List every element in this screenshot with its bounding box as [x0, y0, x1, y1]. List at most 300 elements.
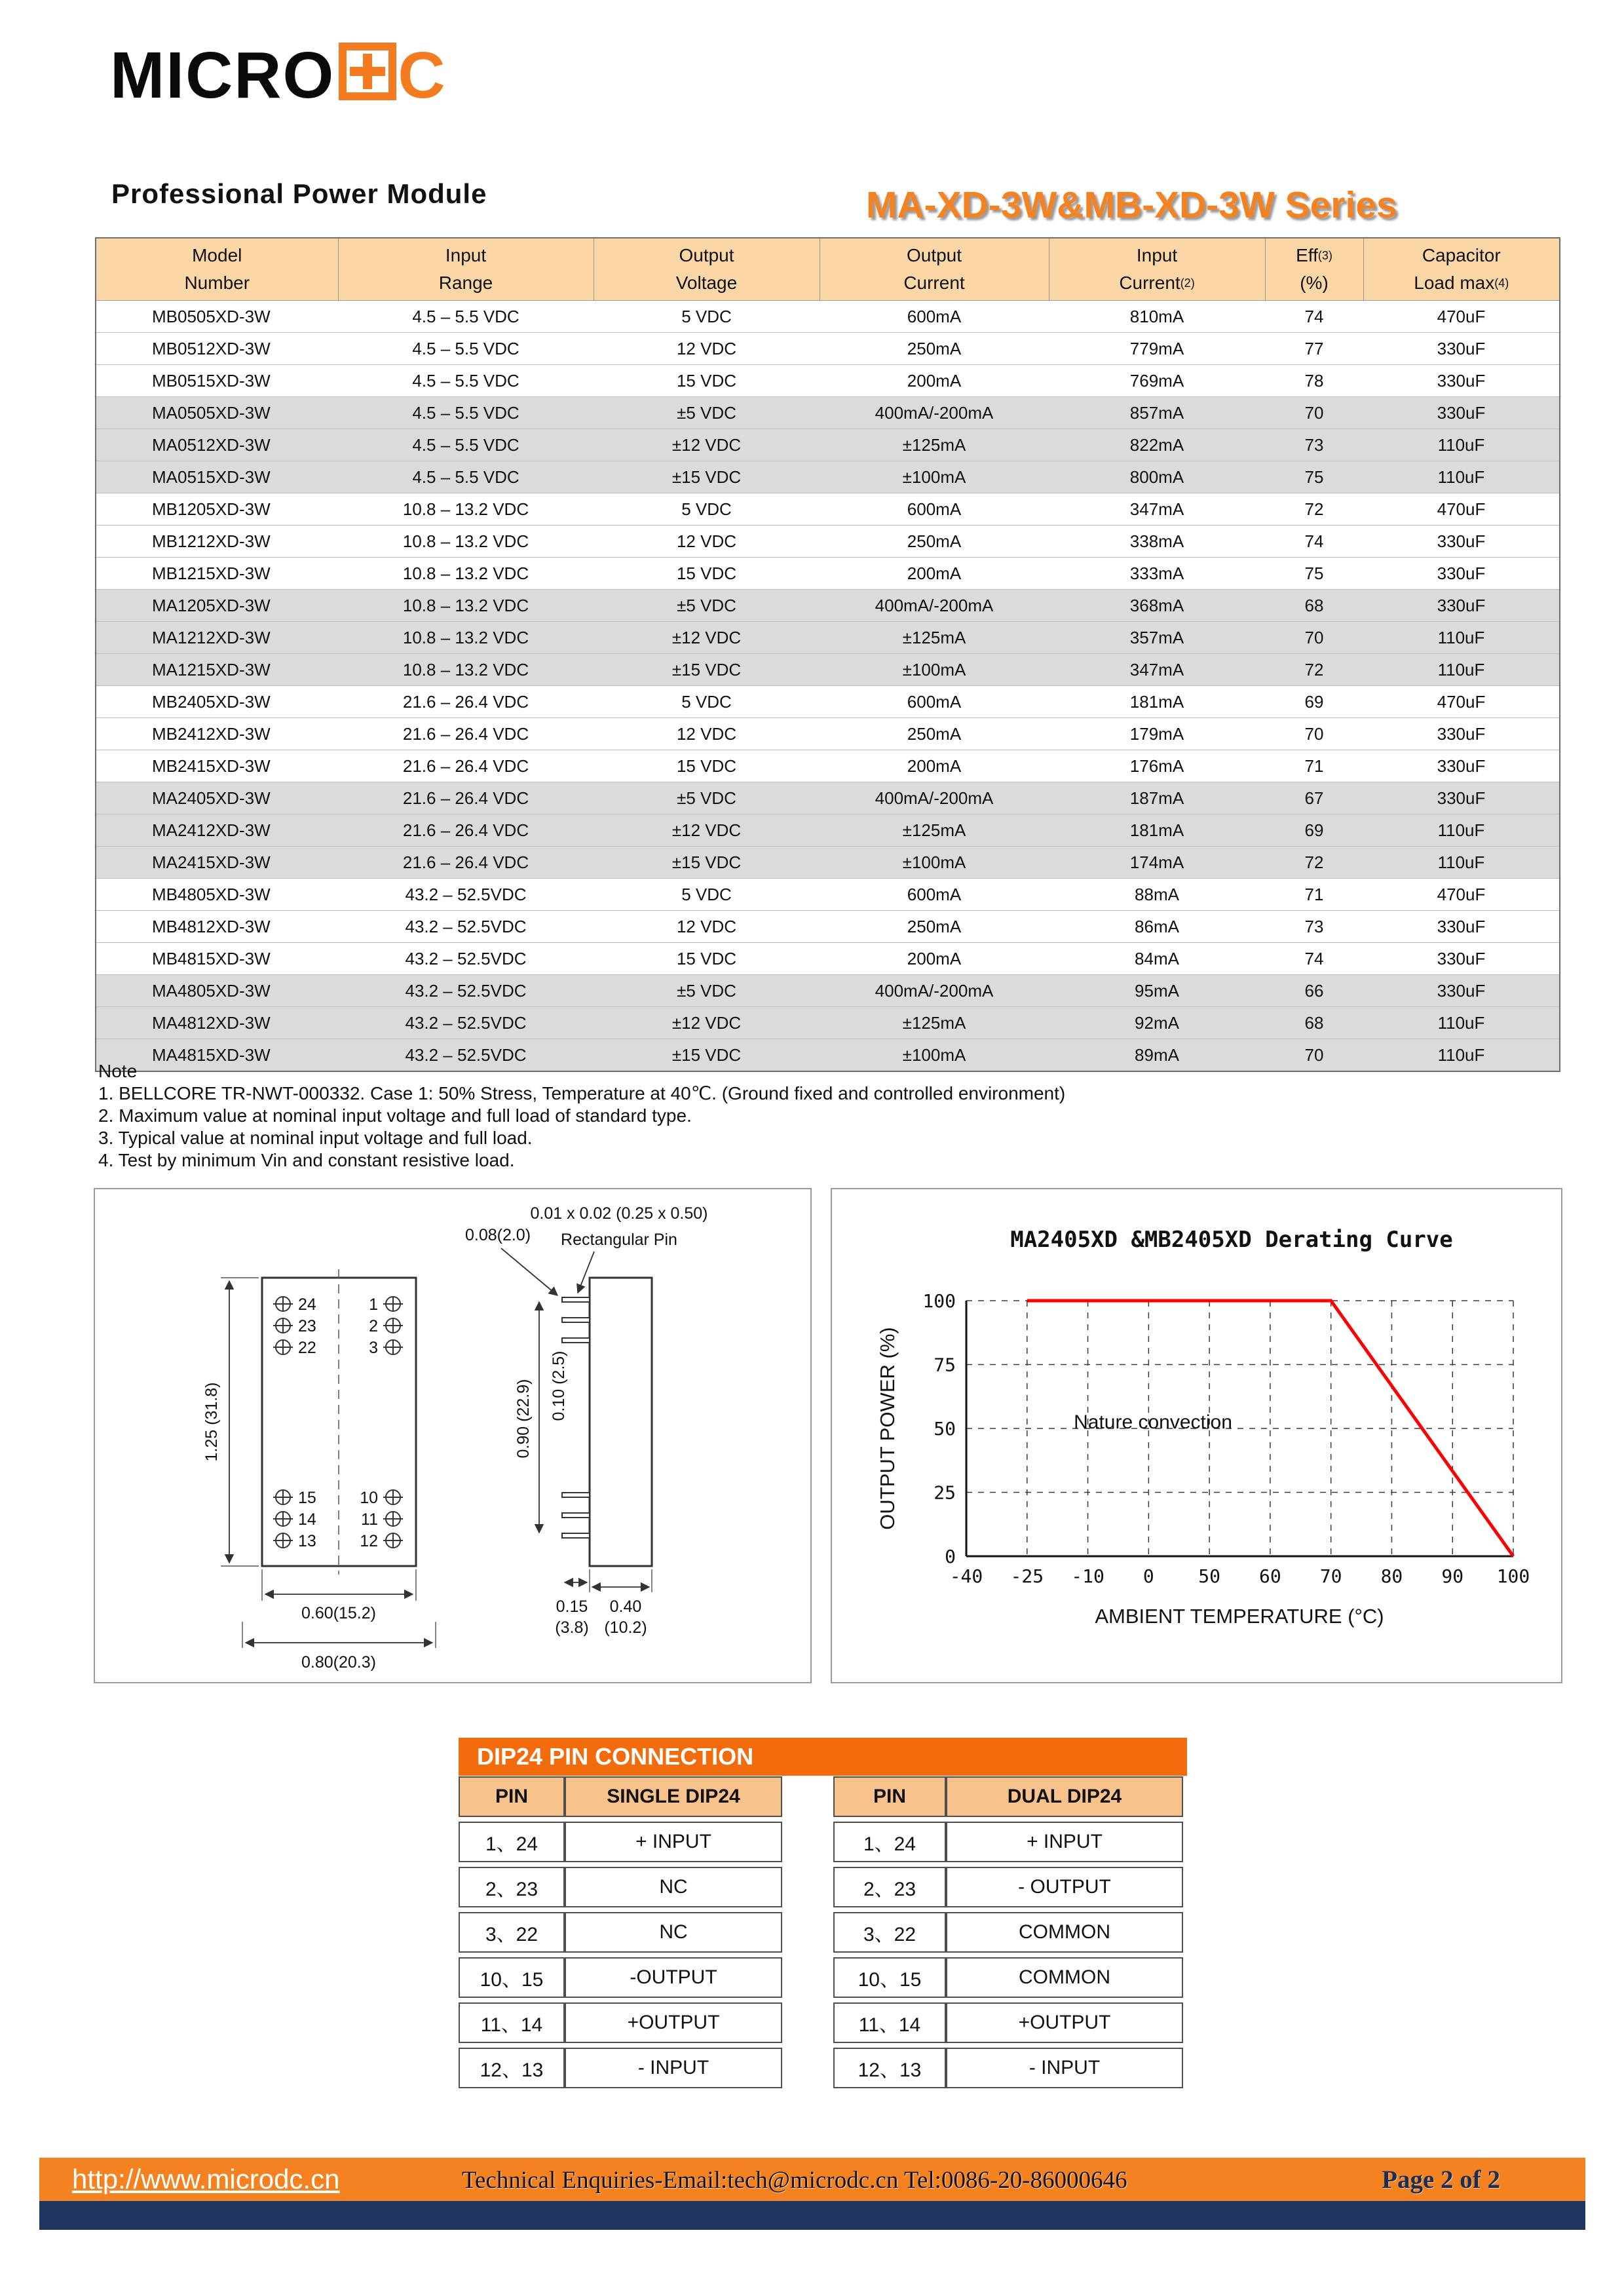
table-cell: ±125mA — [820, 429, 1049, 461]
pin-function: COMMON — [946, 1957, 1183, 1998]
pin-header-row — [833, 1776, 1183, 1817]
table-cell: MA2415XD-3W — [96, 847, 338, 879]
y-tick-labels — [922, 1290, 956, 1567]
table-cell: ±125mA — [820, 814, 1049, 847]
table-cell: 74 — [1265, 526, 1363, 558]
table-cell: 71 — [1265, 879, 1363, 911]
website-link[interactable]: http://www.microdc.cn — [72, 2164, 340, 2194]
table-cell: 77 — [1265, 333, 1363, 365]
table-cell: 74 — [1265, 301, 1363, 333]
pin-row — [459, 1867, 782, 1907]
table-row — [96, 975, 1560, 1007]
column-header-output-voltage: Output Voltage — [594, 238, 820, 301]
pin-function: -OUTPUT — [565, 1957, 782, 1998]
dim-label-side-height: 0.90 (22.9) — [514, 1379, 533, 1459]
table-cell: 89mA — [1049, 1039, 1265, 1072]
column-header-input-range: Input Range — [338, 238, 594, 301]
table-cell: ±12 VDC — [594, 429, 820, 461]
table-cell: 86mA — [1049, 911, 1265, 943]
table-cell: 5 VDC — [594, 301, 820, 333]
pin-number: 12 — [360, 1532, 378, 1550]
table-cell: 72 — [1265, 654, 1363, 686]
pin-numbers: 1、24 — [833, 1822, 946, 1862]
pin-numbers: 11、14 — [459, 2002, 565, 2043]
table-cell: 71 — [1265, 750, 1363, 782]
note-item: 3. Typical value at nominal input voltage and full load. — [98, 1128, 533, 1148]
table-cell: 250mA — [820, 911, 1049, 943]
column-header-model: Model Number — [96, 238, 338, 301]
pin-row — [459, 1912, 782, 1953]
logo-plus-icon — [339, 43, 396, 100]
table-cell: 400mA/-200mA — [820, 397, 1049, 429]
dim-label-width-inner: 0.60(15.2) — [301, 1604, 376, 1622]
table-cell: 470uF — [1363, 686, 1560, 718]
spec-table-body — [96, 301, 1560, 1072]
table-cell: MB0512XD-3W — [96, 333, 338, 365]
y-tick-label: 100 — [922, 1290, 956, 1312]
table-cell: 110uF — [1363, 622, 1560, 654]
table-cell: 330uF — [1363, 365, 1560, 397]
table-cell: 330uF — [1363, 558, 1560, 590]
table-cell: 330uF — [1363, 911, 1560, 943]
table-cell: MA0515XD-3W — [96, 461, 338, 493]
table-row — [96, 301, 1560, 333]
table-cell: 43.2 – 52.5VDC — [338, 1039, 594, 1072]
table-cell: MA1215XD-3W — [96, 654, 338, 686]
spec-table — [95, 237, 1560, 1072]
table-cell: ±15 VDC — [594, 847, 820, 879]
pin-numbers: 3、22 — [459, 1912, 565, 1953]
table-cell: 75 — [1265, 558, 1363, 590]
table-cell: 200mA — [820, 750, 1049, 782]
pin-number: 14 — [298, 1510, 316, 1529]
pin-number: 13 — [298, 1532, 316, 1550]
dimension-width-outer — [242, 1622, 436, 1672]
notes-title: Note — [98, 1061, 138, 1081]
table-cell: 250mA — [820, 718, 1049, 750]
contact-info: Technical Enquiries-Email:tech@microdc.cn Tel:0086-20-86000646 — [462, 2167, 1127, 2194]
table-cell: 250mA — [820, 333, 1049, 365]
table-cell: 330uF — [1363, 333, 1560, 365]
table-row — [96, 943, 1560, 975]
table-cell: 400mA/-200mA — [820, 590, 1049, 622]
table-cell: 347mA — [1049, 493, 1265, 526]
table-cell: 822mA — [1049, 429, 1265, 461]
table-row — [96, 622, 1560, 654]
table-cell: 15 VDC — [594, 750, 820, 782]
table-cell: 200mA — [820, 943, 1049, 975]
derating-chart — [832, 1189, 1561, 1682]
table-cell: 4.5 – 5.5 VDC — [338, 397, 594, 429]
x-tick-label: -25 — [1010, 1565, 1044, 1587]
table-cell: 92mA — [1049, 1007, 1265, 1039]
column-header-eff: Eff (3) (%) — [1265, 238, 1363, 301]
table-cell: 181mA — [1049, 814, 1265, 847]
table-cell: 470uF — [1363, 301, 1560, 333]
dim-label-pin-size: 0.01 x 0.02 (0.25 x 0.50) — [530, 1204, 708, 1223]
table-cell: ±125mA — [820, 1007, 1049, 1039]
pin-function: - INPUT — [565, 2048, 782, 2088]
table-cell: 12 VDC — [594, 526, 820, 558]
table-cell: 333mA — [1049, 558, 1265, 590]
table-cell: 4.5 – 5.5 VDC — [338, 301, 594, 333]
table-row — [96, 782, 1560, 814]
table-cell: MA1205XD-3W — [96, 590, 338, 622]
table-cell: ±125mA — [820, 622, 1049, 654]
table-row — [96, 847, 1560, 879]
table-cell: 72 — [1265, 493, 1363, 526]
table-cell: 4.5 – 5.5 VDC — [338, 429, 594, 461]
table-cell: 78 — [1265, 365, 1363, 397]
column-header-input-current: Input Current (2) — [1049, 238, 1265, 301]
table-cell: 10.8 – 13.2 VDC — [338, 622, 594, 654]
notes-section — [98, 1060, 1065, 1172]
table-cell: MB4815XD-3W — [96, 943, 338, 975]
table-cell: MB0515XD-3W — [96, 365, 338, 397]
table-cell: 181mA — [1049, 686, 1265, 718]
table-cell: 330uF — [1363, 526, 1560, 558]
table-cell: 69 — [1265, 814, 1363, 847]
table-cell: 21.6 – 26.4 VDC — [338, 686, 594, 718]
table-cell: MB2415XD-3W — [96, 750, 338, 782]
y-tick-label: 0 — [945, 1546, 956, 1567]
table-cell: 21.6 – 26.4 VDC — [338, 750, 594, 782]
pin-function: COMMON — [946, 1912, 1183, 1953]
table-cell: 69 — [1265, 686, 1363, 718]
pin-row — [833, 2048, 1183, 2088]
pin-function: NC — [565, 1867, 782, 1907]
pin-row — [833, 1912, 1183, 1953]
pin-row — [459, 1957, 782, 1998]
table-cell: 12 VDC — [594, 333, 820, 365]
table-cell: 400mA/-200mA — [820, 782, 1049, 814]
table-cell: 200mA — [820, 558, 1049, 590]
logo-text-c: C — [398, 39, 447, 112]
table-cell: 15 VDC — [594, 558, 820, 590]
pin-number: 24 — [298, 1295, 316, 1314]
table-cell: MB4805XD-3W — [96, 879, 338, 911]
table-cell: 10.8 – 13.2 VDC — [338, 654, 594, 686]
table-cell: 330uF — [1363, 590, 1560, 622]
table-cell: 5 VDC — [594, 879, 820, 911]
pin-numbers: 3、22 — [833, 1912, 946, 1953]
pin-numbers: 12、13 — [459, 2048, 565, 2088]
table-cell: 73 — [1265, 429, 1363, 461]
table-row — [96, 429, 1560, 461]
table-cell: 68 — [1265, 1007, 1363, 1039]
table-cell: ±100mA — [820, 847, 1049, 879]
table-cell: 600mA — [820, 301, 1049, 333]
table-row — [96, 1007, 1560, 1039]
table-cell: MB1215XD-3W — [96, 558, 338, 590]
table-cell: 330uF — [1363, 782, 1560, 814]
pin-function: + INPUT — [946, 1822, 1183, 1862]
table-row — [96, 493, 1560, 526]
dual-dip24-header: DUAL DIP24 — [946, 1776, 1183, 1817]
pin-number: 23 — [298, 1317, 316, 1335]
table-cell: MB2405XD-3W — [96, 686, 338, 718]
pin-function: - INPUT — [946, 2048, 1183, 2088]
x-tick-label: 50 — [1198, 1565, 1220, 1587]
table-row — [96, 911, 1560, 943]
table-cell: ±15 VDC — [594, 461, 820, 493]
x-tick-label: 60 — [1259, 1565, 1281, 1587]
dim-label-depth-2: (10.2) — [604, 1618, 647, 1637]
table-row — [96, 333, 1560, 365]
y-axis-label: OUTPUT POWER (%) — [876, 1327, 899, 1530]
table-cell: 68 — [1265, 590, 1363, 622]
front-view — [262, 1269, 416, 1575]
table-cell: MA2405XD-3W — [96, 782, 338, 814]
table-cell: 810mA — [1049, 301, 1265, 333]
table-cell: MA1212XD-3W — [96, 622, 338, 654]
table-cell: 21.6 – 26.4 VDC — [338, 847, 594, 879]
footer-accent-bar — [39, 2201, 1585, 2230]
pin-number: 15 — [298, 1489, 316, 1507]
table-cell: 110uF — [1363, 461, 1560, 493]
dual-dip24-table — [833, 1772, 1183, 2093]
dimension-height — [202, 1278, 259, 1566]
pin-row — [459, 1822, 782, 1862]
table-cell: 330uF — [1363, 975, 1560, 1007]
table-row — [96, 461, 1560, 493]
table-row — [96, 558, 1560, 590]
table-cell: 250mA — [820, 526, 1049, 558]
table-cell: MA4805XD-3W — [96, 975, 338, 1007]
derating-chart-box — [831, 1188, 1562, 1683]
table-cell: ±5 VDC — [594, 590, 820, 622]
table-cell: 12 VDC — [594, 911, 820, 943]
table-cell: 10.8 – 13.2 VDC — [338, 526, 594, 558]
y-tick-label: 25 — [934, 1482, 956, 1504]
pin-row — [833, 2002, 1183, 2043]
table-cell: 67 — [1265, 782, 1363, 814]
chart-annotation: Nature convection — [1074, 1411, 1232, 1433]
table-cell: 110uF — [1363, 1007, 1560, 1039]
table-cell: 110uF — [1363, 847, 1560, 879]
pin-function: +OUTPUT — [946, 2002, 1183, 2043]
table-cell: 470uF — [1363, 879, 1560, 911]
pin-function: + INPUT — [565, 1822, 782, 1862]
table-cell: 75 — [1265, 461, 1363, 493]
table-cell: ±100mA — [820, 1039, 1049, 1072]
table-cell: 330uF — [1363, 718, 1560, 750]
dimension-width-inner — [262, 1569, 416, 1622]
table-cell: 200mA — [820, 365, 1049, 397]
table-cell: 5 VDC — [594, 493, 820, 526]
pin-number: 22 — [298, 1339, 316, 1357]
column-header-output-current: Output Current — [820, 238, 1049, 301]
table-cell: 70 — [1265, 397, 1363, 429]
x-axis-label: AMBIENT TEMPERATURE (°C) — [1095, 1605, 1384, 1628]
table-cell: 70 — [1265, 1039, 1363, 1072]
table-cell: 769mA — [1049, 365, 1265, 397]
table-cell: 73 — [1265, 911, 1363, 943]
mechanical-drawing — [95, 1189, 810, 1682]
table-row — [96, 365, 1560, 397]
pin-connection-title: DIP24 PIN CONNECTION — [459, 1738, 1187, 1776]
column-header-capacitor: Capacitor Load max (4) — [1363, 238, 1560, 301]
note-item: 1. BELLCORE TR-NWT-000332. Case 1: 50% Stress, Temperature at 40℃. (Ground fixed and controlled environment) — [98, 1083, 1066, 1103]
table-cell: 176mA — [1049, 750, 1265, 782]
table-cell: 110uF — [1363, 1039, 1560, 1072]
table-cell: 88mA — [1049, 879, 1265, 911]
table-cell: ±15 VDC — [594, 654, 820, 686]
table-cell: 187mA — [1049, 782, 1265, 814]
table-cell: 4.5 – 5.5 VDC — [338, 461, 594, 493]
table-cell: 10.8 – 13.2 VDC — [338, 590, 594, 622]
table-cell: 43.2 – 52.5VDC — [338, 879, 594, 911]
x-tick-label: 100 — [1496, 1565, 1530, 1587]
table-cell: 600mA — [820, 686, 1049, 718]
pin-number: 1 — [369, 1295, 378, 1314]
table-cell: MB0505XD-3W — [96, 301, 338, 333]
table-cell: ±5 VDC — [594, 397, 820, 429]
table-cell: 330uF — [1363, 943, 1560, 975]
table-cell: 4.5 – 5.5 VDC — [338, 365, 594, 397]
dim-label-side-offset: 0.10 (2.5) — [550, 1350, 568, 1421]
dim-label-width-outer: 0.80(20.3) — [301, 1653, 376, 1672]
table-row — [96, 814, 1560, 847]
table-cell: ±5 VDC — [594, 975, 820, 1007]
table-cell: 470uF — [1363, 493, 1560, 526]
page-number: Page 2 of 2 — [1382, 2166, 1500, 2194]
pin-numbers: 12、13 — [833, 2048, 946, 2088]
table-cell: ±15 VDC — [594, 1039, 820, 1072]
table-cell: 800mA — [1049, 461, 1265, 493]
table-cell: MA0512XD-3W — [96, 429, 338, 461]
table-cell: 600mA — [820, 879, 1049, 911]
table-cell: 400mA/-200mA — [820, 975, 1049, 1007]
table-cell: 43.2 – 52.5VDC — [338, 975, 594, 1007]
chart-title: MA2405XD &MB2405XD Derating Curve — [1010, 1227, 1453, 1253]
mechanical-drawing-box — [94, 1188, 812, 1683]
spec-table-header-row — [96, 238, 1560, 301]
pin-numbers: 1、24 — [459, 1822, 565, 1862]
pin-function: - OUTPUT — [946, 1867, 1183, 1907]
logo — [110, 38, 447, 113]
table-cell: 21.6 – 26.4 VDC — [338, 782, 594, 814]
table-cell: ±12 VDC — [594, 622, 820, 654]
pin-function: +OUTPUT — [565, 2002, 782, 2043]
dim-label-height: 1.25 (31.8) — [202, 1382, 221, 1462]
pin-row — [833, 1957, 1183, 1998]
table-cell: ±12 VDC — [594, 1007, 820, 1039]
table-cell: MA2412XD-3W — [96, 814, 338, 847]
logo-text-micro: MICRO — [110, 39, 335, 112]
table-cell: ±100mA — [820, 461, 1049, 493]
table-cell: 66 — [1265, 975, 1363, 1007]
table-cell: MB4812XD-3W — [96, 911, 338, 943]
table-cell: 110uF — [1363, 429, 1560, 461]
table-cell: 15 VDC — [594, 365, 820, 397]
table-cell: 70 — [1265, 622, 1363, 654]
x-tick-label: 80 — [1380, 1565, 1403, 1587]
table-cell: 338mA — [1049, 526, 1265, 558]
table-row — [96, 879, 1560, 911]
table-cell: 15 VDC — [594, 943, 820, 975]
x-tick-label: -10 — [1071, 1565, 1105, 1587]
table-cell: 110uF — [1363, 814, 1560, 847]
table-cell: 21.6 – 26.4 VDC — [338, 718, 594, 750]
pin-row — [459, 2048, 782, 2088]
x-tick-label: -40 — [949, 1565, 983, 1587]
table-cell: 110uF — [1363, 654, 1560, 686]
table-cell: 72 — [1265, 847, 1363, 879]
table-cell: 5 VDC — [594, 686, 820, 718]
table-cell: ±100mA — [820, 654, 1049, 686]
pin-row — [459, 2002, 782, 2043]
table-cell: 779mA — [1049, 333, 1265, 365]
table-cell: ±5 VDC — [594, 782, 820, 814]
table-cell: ±12 VDC — [594, 814, 820, 847]
table-row — [96, 750, 1560, 782]
single-dip24-header: SINGLE DIP24 — [565, 1776, 782, 1817]
pin-row — [833, 1822, 1183, 1862]
x-tick-label: 70 — [1319, 1565, 1342, 1587]
logo-tagline: Professional Power Module — [111, 178, 487, 209]
pin-column-header: PIN — [833, 1776, 946, 1817]
table-cell: 857mA — [1049, 397, 1265, 429]
x-tick-label: 90 — [1441, 1565, 1464, 1587]
table-row — [96, 397, 1560, 429]
table-cell: 43.2 – 52.5VDC — [338, 943, 594, 975]
table-cell: MA0505XD-3W — [96, 397, 338, 429]
table-cell: 10.8 – 13.2 VDC — [338, 558, 594, 590]
table-cell: MA4815XD-3W — [96, 1039, 338, 1072]
table-cell: 84mA — [1049, 943, 1265, 975]
table-cell: 347mA — [1049, 654, 1265, 686]
table-cell: 4.5 – 5.5 VDC — [338, 333, 594, 365]
table-cell: 21.6 – 26.4 VDC — [338, 814, 594, 847]
series-title: MA-XD-3W&MB-XD-3W Series — [866, 184, 1397, 226]
pin-numbers: 11、14 — [833, 2002, 946, 2043]
pin-number: 10 — [360, 1489, 378, 1507]
table-cell: 357mA — [1049, 622, 1265, 654]
pin-column-header: PIN — [459, 1776, 565, 1817]
dual-dip24-body — [833, 1822, 1183, 2088]
side-view — [465, 1204, 708, 1637]
table-row — [96, 526, 1560, 558]
x-tick-labels — [950, 1565, 1530, 1587]
y-tick-label: 75 — [934, 1354, 956, 1376]
table-cell: MB2412XD-3W — [96, 718, 338, 750]
table-cell: MA4812XD-3W — [96, 1007, 338, 1039]
pin-numbers: 10、15 — [833, 1957, 946, 1998]
table-cell: 95mA — [1049, 975, 1265, 1007]
single-dip24-body — [459, 1822, 782, 2088]
table-cell: 174mA — [1049, 847, 1265, 879]
footer-bar — [39, 2158, 1585, 2201]
table-cell: 10.8 – 13.2 VDC — [338, 493, 594, 526]
pin-numbers: 10、15 — [459, 1957, 565, 1998]
table-cell: 12 VDC — [594, 718, 820, 750]
table-cell: 330uF — [1363, 750, 1560, 782]
grid-lines — [966, 1301, 1513, 1556]
table-cell: 179mA — [1049, 718, 1265, 750]
table-cell: 43.2 – 52.5VDC — [338, 1007, 594, 1039]
pin-row — [833, 1867, 1183, 1907]
pin-numbers: 2、23 — [833, 1867, 946, 1907]
pin-header-row — [459, 1776, 782, 1817]
pin-number: 3 — [369, 1339, 378, 1357]
table-cell: MB1205XD-3W — [96, 493, 338, 526]
x-tick-label: 0 — [1142, 1565, 1154, 1587]
table-cell: 368mA — [1049, 590, 1265, 622]
note-item: 2. Maximum value at nominal input voltage and full load of standard type. — [98, 1105, 692, 1126]
table-cell: MB1212XD-3W — [96, 526, 338, 558]
table-cell: 43.2 – 52.5VDC — [338, 911, 594, 943]
